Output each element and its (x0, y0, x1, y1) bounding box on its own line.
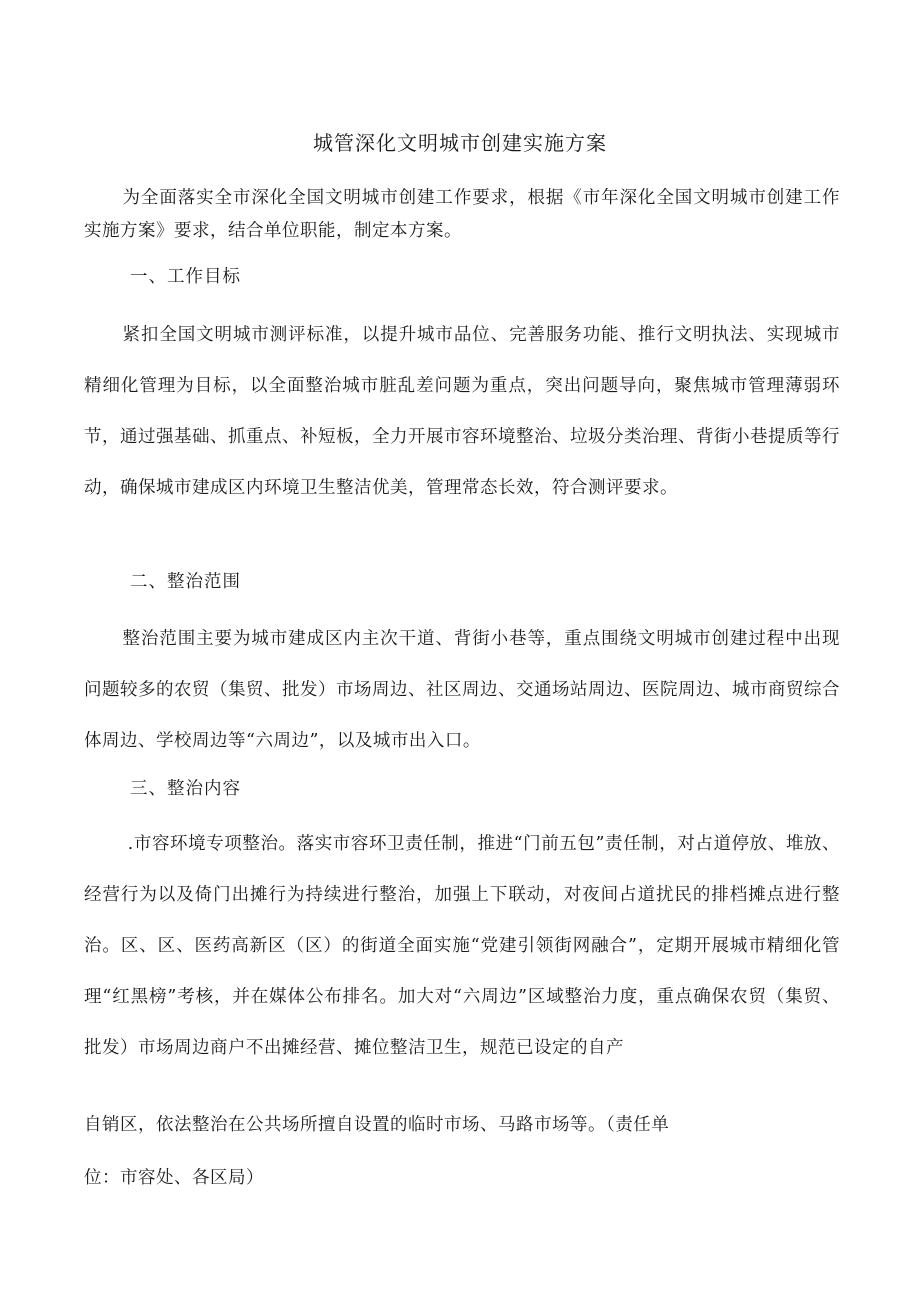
section-heading-content: 三、整治内容 (130, 779, 241, 799)
section-body-goals: 紧扣全国文明城市测评标准，以提升城市品位、完善服务功能、推行文明执法、实现城市精细化管理为目标，以全面整治城市脏乱差问题为重点，突出问题导向，聚焦城市管理薄弱环节，通过强基础、抓重点、补短板，全力开展市容环境整治、垃圾分类治理、背街小巷提质等行动，确保城市建成区内环境卫生整洁优美，管理常态长效，符合测评要求。 (84, 325, 840, 498)
document-title: 城管深化文明城市创建实施方案 (313, 131, 607, 155)
section-heading-scope: 二、整治范围 (130, 572, 241, 592)
content-continuation-line: 自销区，依法整治在公共场所擅自设置的临时市场、马路市场等。（责任单 (84, 1115, 670, 1135)
section-body-content: .市容环境专项整治。落实市容环卫责任制，推进“门前五包”责任制，对占道停放、堆放、经营行为以及倚门出摊行为持续进行整治，加强上下联动，对夜间占道扰民的排档摊点进行整治。区、区、医药高新区（区）的街道全面实施“党建引领街网融合”，定期开展城市精细化管理“红黑榜”考核，并在媒体公布排名。加大对“六周边”区域整治力度，重点确保农贸（集贸、批发）市场周边商户不出摊经营、摊位整洁卫生，规范已设定的自产 (84, 834, 840, 1058)
intro-paragraph: 为全面落实全市深化全国文明城市创建工作要求，根据《市年深化全国文明城市创建工作实施方案》要求，结合单位职能，制定本方案。 (84, 188, 840, 241)
responsible-unit-line: 位：市容处、各区局） (84, 1168, 264, 1188)
section-heading-goals: 一、工作目标 (130, 267, 241, 287)
section-body-scope: 整治范围主要为城市建成区内主次干道、背街小巷等，重点围绕文明城市创建过程中出现问题较多的农贸（集贸、批发）市场周边、社区周边、交通场站周边、医院周边、城市商贸综合体周边、学校周边等“六周边”，以及城市出入口。 (84, 629, 840, 751)
